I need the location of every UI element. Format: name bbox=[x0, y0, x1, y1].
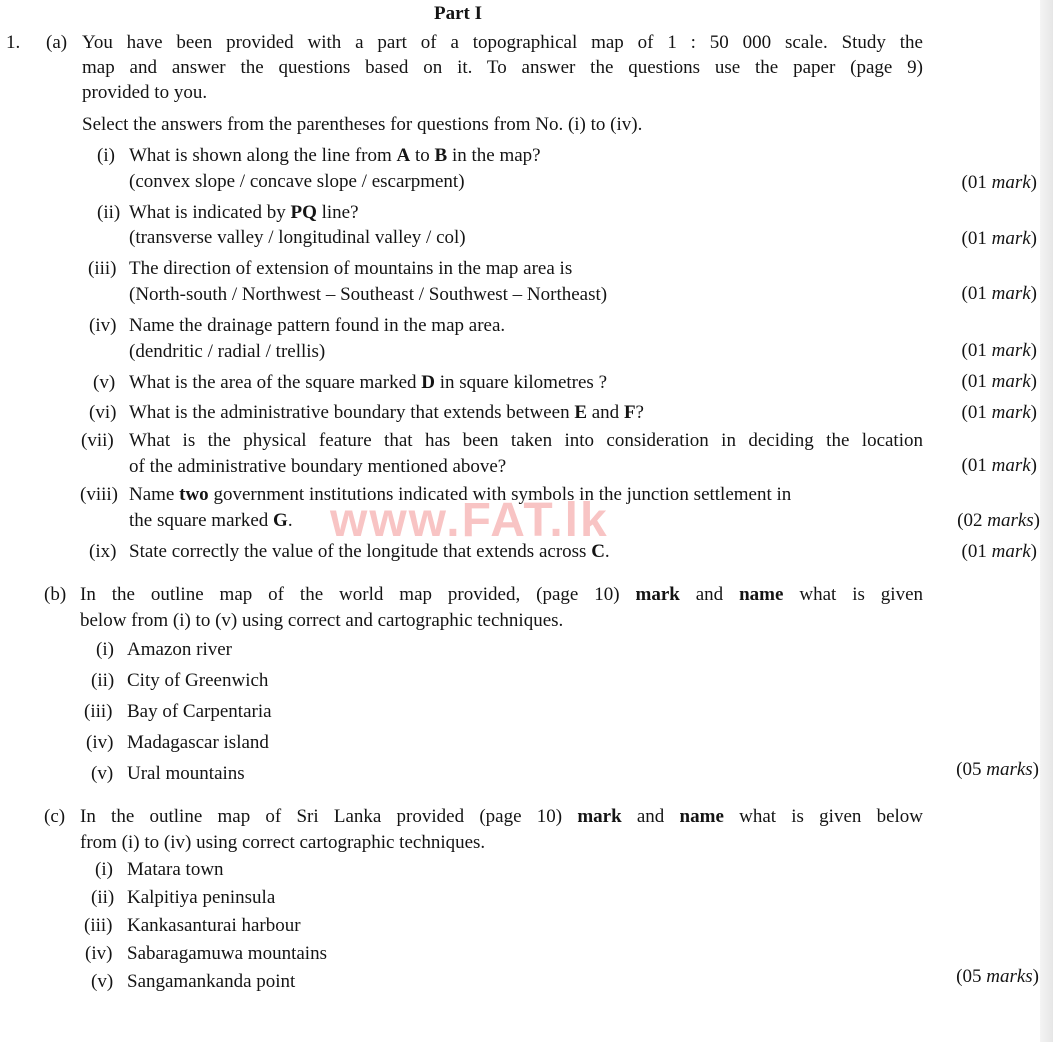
question-a-vi-text: What is the administrative boundary that extends between E and F? bbox=[129, 402, 644, 423]
question-a-ii-number: (ii) bbox=[97, 202, 121, 223]
question-a-i-text: What is shown along the line from A to B in the map? bbox=[129, 145, 541, 166]
question-a-ii-marks: (01 mark) bbox=[961, 228, 1037, 249]
question-a-vii-text-line-2: of the administrative boundary mentioned above? bbox=[129, 456, 507, 477]
section-b-item-number: (iii) bbox=[84, 701, 113, 722]
section-b-intro-line-2: below from (i) to (v) using correct and cartographic techniques. bbox=[80, 610, 564, 631]
section-c-item-number: (ii) bbox=[91, 887, 115, 908]
question-a-vii-number: (vii) bbox=[81, 430, 114, 451]
question-a-iii-marks: (01 mark) bbox=[961, 283, 1037, 304]
question-a-v-marks: (01 mark) bbox=[961, 371, 1037, 392]
section-a-instruction: Select the answers from the parentheses for questions from No. (i) to (iv). bbox=[82, 114, 643, 135]
question-a-iv-marks: (01 mark) bbox=[961, 340, 1037, 361]
section-c-marks: (05 marks) bbox=[956, 966, 1039, 987]
section-c-item: Sangamankanda point bbox=[127, 971, 296, 992]
section-b-marks: (05 marks) bbox=[956, 759, 1039, 780]
section-c-label: (c) bbox=[44, 806, 66, 827]
section-b-item: Ural mountains bbox=[127, 763, 245, 784]
question-a-iii-number: (iii) bbox=[88, 258, 117, 279]
question-a-iv-options: (dendritic / radial / trellis) bbox=[129, 341, 326, 362]
question-a-viii-number: (viii) bbox=[80, 484, 118, 505]
section-b-item: Amazon river bbox=[127, 639, 232, 660]
section-a-label: (a) bbox=[46, 32, 68, 53]
section-b-item: Bay of Carpentaria bbox=[127, 701, 272, 722]
section-c-item: Kalpitiya peninsula bbox=[127, 887, 276, 908]
section-b-item-number: (iv) bbox=[86, 732, 114, 753]
question-a-v-text: What is the area of the square marked D in square kilometres ? bbox=[129, 372, 608, 393]
section-b-item: Madagascar island bbox=[127, 732, 269, 753]
question-a-iii-text: The direction of extension of mountains in the map area is bbox=[129, 258, 573, 279]
section-b-item-number: (v) bbox=[91, 763, 114, 784]
section-a-intro-line-2: map and answer the questions based on it. To answer the questions use the paper (page 9) bbox=[82, 57, 923, 78]
section-b-item-number: (ii) bbox=[91, 670, 115, 691]
section-b-item: City of Greenwich bbox=[127, 670, 269, 691]
part-title: Part I bbox=[434, 3, 483, 24]
question-number: 1. bbox=[6, 32, 21, 53]
section-c-intro-line-1: In the outline map of Sri Lanka provided (page 10) mark and name what is given below bbox=[80, 806, 924, 827]
question-a-iv-number: (iv) bbox=[89, 315, 117, 336]
question-a-v-number: (v) bbox=[93, 372, 116, 393]
section-a-intro-line-3: provided to you. bbox=[82, 82, 208, 103]
question-a-iii-options: (North-south / Northwest – Southeast / Southwest – Northeast) bbox=[129, 284, 608, 305]
question-a-ix-number: (ix) bbox=[89, 541, 117, 562]
question-a-ix-marks: (01 mark) bbox=[961, 541, 1037, 562]
section-c-item-number: (iv) bbox=[85, 943, 113, 964]
section-b-label: (b) bbox=[44, 584, 67, 605]
watermark: www.FAT.lk bbox=[330, 494, 609, 547]
question-a-i-number: (i) bbox=[97, 145, 115, 166]
section-c-item: Sabaragamuwa mountains bbox=[127, 943, 327, 964]
page-edge-shadow bbox=[1040, 0, 1053, 1042]
section-c-item: Matara town bbox=[127, 859, 224, 880]
section-c-intro-line-2: from (i) to (iv) using correct cartographic techniques. bbox=[80, 832, 486, 853]
section-c-item-number: (iii) bbox=[84, 915, 113, 936]
section-c-item-number: (v) bbox=[91, 971, 114, 992]
section-c-item-number: (i) bbox=[95, 859, 113, 880]
section-b-item-number: (i) bbox=[96, 639, 114, 660]
question-a-ix-text: State correctly the value of the longitude that extends across C. bbox=[129, 541, 610, 562]
question-a-viii-marks: (02 marks) bbox=[957, 510, 1040, 531]
question-a-i-options: (convex slope / concave slope / escarpment) bbox=[129, 171, 465, 192]
question-a-iv-text: Name the drainage pattern found in the map area. bbox=[129, 315, 506, 336]
question-a-viii-text-line-2: the square marked G. bbox=[129, 510, 293, 531]
question-a-vii-text-line-1: What is the physical feature that has been taken into consideration in deciding the location bbox=[129, 430, 923, 451]
question-a-vi-marks: (01 mark) bbox=[961, 402, 1037, 423]
question-a-ii-options: (transverse valley / longitudinal valley / col) bbox=[129, 227, 466, 248]
question-a-viii-text-line-1: Name two government institutions indicated with symbols in the junction settlement in bbox=[129, 484, 792, 505]
section-c-item: Kankasanturai harbour bbox=[127, 915, 301, 936]
section-a-intro-line-1: You have been provided with a part of a topographical map of 1 : 50 000 scale. Study the bbox=[82, 32, 923, 53]
question-a-vi-number: (vi) bbox=[89, 402, 117, 423]
section-b-intro-line-1: In the outline map of the world map provided, (page 10) mark and name what is given bbox=[80, 584, 924, 605]
question-a-i-marks: (01 mark) bbox=[961, 172, 1037, 193]
question-a-vii-marks: (01 mark) bbox=[961, 455, 1037, 476]
question-a-ii-text: What is indicated by PQ line? bbox=[129, 202, 359, 223]
